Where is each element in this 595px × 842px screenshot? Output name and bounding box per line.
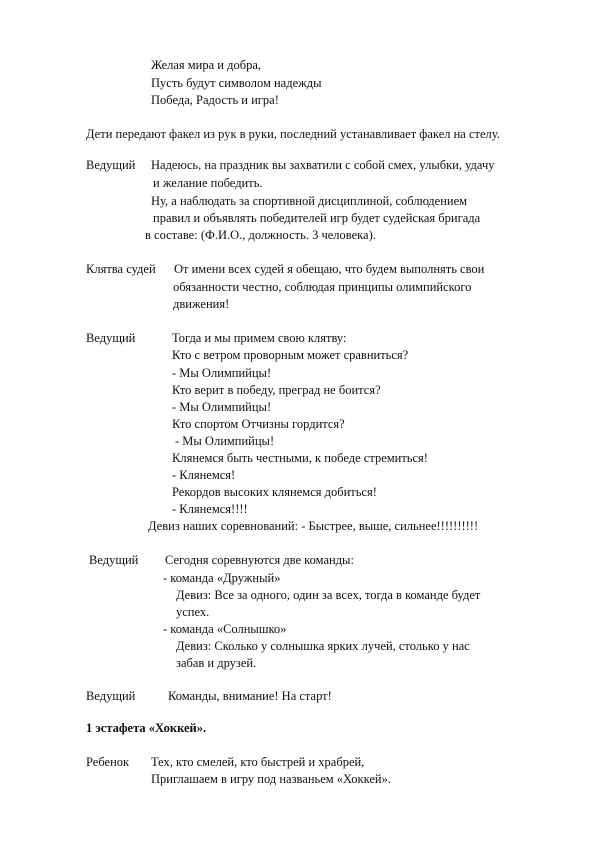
speech-line: Кто верит в победу, преград не боится? <box>172 383 381 397</box>
speech-line: - команда «Дружный» <box>163 571 281 585</box>
speech-line: Надеюсь, на праздник вы захватили с собой смех, улыбки, удачу <box>151 158 495 172</box>
speech-line: Рекордов высоких клянемся добиться! <box>172 485 377 499</box>
section-heading: 1 эстафета «Хоккей». <box>86 721 207 735</box>
speech-line: движения! <box>173 297 230 311</box>
speaker-label: Ведущий <box>86 331 136 345</box>
speech-line: правил и объявлять победителей игр будет судейская бригада <box>153 211 481 225</box>
speaker-label: Ведущий <box>86 158 136 172</box>
speech-line: Тогда и мы примем свою клятву: <box>172 331 347 345</box>
poem-line: Желая мира и добра, <box>151 58 262 72</box>
speech-line: Сегодня соревнуются две команды: <box>165 553 354 567</box>
speaker-label: Ребенок <box>86 755 130 769</box>
speaker-label: Ведущий <box>86 689 136 703</box>
speaker-label: Ведущий <box>89 553 139 567</box>
speech-line: Девиз: Сколько у солнышка ярких лучей, столько у нас <box>176 639 470 653</box>
speech-line: забав и друзей. <box>176 656 257 670</box>
stage-direction: Дети передают факел из рук в руки, последний устанавливает факел на стелу. <box>86 127 500 141</box>
speech-line: и желание победить. <box>153 176 263 190</box>
speech-line: Девиз наших соревнований: - Быстрее, выше, сильнее!!!!!!!!!! <box>148 519 479 533</box>
speech-line: Кто спортом Отчизны гордится? <box>172 417 345 431</box>
speech-line: От имени всех судей я обещаю, что будем выполнять свои <box>174 262 485 276</box>
speech-line: успех. <box>176 605 210 619</box>
speech-line: Команды, внимание! На старт! <box>168 689 332 703</box>
speech-line: Приглашаем в игру под названьем «Хоккей». <box>151 772 391 786</box>
speech-line: - Мы Олимпийцы! <box>175 434 275 448</box>
speech-line: Девиз: Все за одного, один за всех, тогда в команде будет <box>176 588 481 602</box>
speech-line: - Клянемся! <box>172 468 236 482</box>
speech-line: обязанности честно, соблюдая принципы олимпийского <box>173 280 472 294</box>
speech-line: в составе: (Ф.И.О., должность. 3 человека). <box>145 228 376 242</box>
speech-line: Клянемся быть честными, к победе стремиться! <box>172 451 428 465</box>
speech-line: - команда «Солнышко» <box>163 622 287 636</box>
speech-line: Кто с ветром проворным может сравниться? <box>172 348 409 362</box>
speech-line: - Мы Олимпийцы! <box>172 400 272 414</box>
speech-line: - Клянемся!!!! <box>172 502 248 516</box>
poem-line: Пусть будут символом надежды <box>151 76 322 90</box>
speech-line: Ну, а наблюдать за спортивной дисциплиной, соблюдением <box>151 194 468 208</box>
speech-line: Тех, кто смелей, кто быстрей и храбрей, <box>151 755 365 769</box>
poem-line: Победа, Радость и игра! <box>151 93 279 107</box>
speaker-label: Клятва судей <box>86 262 156 276</box>
speech-line: - Мы Олимпийцы! <box>172 366 272 380</box>
